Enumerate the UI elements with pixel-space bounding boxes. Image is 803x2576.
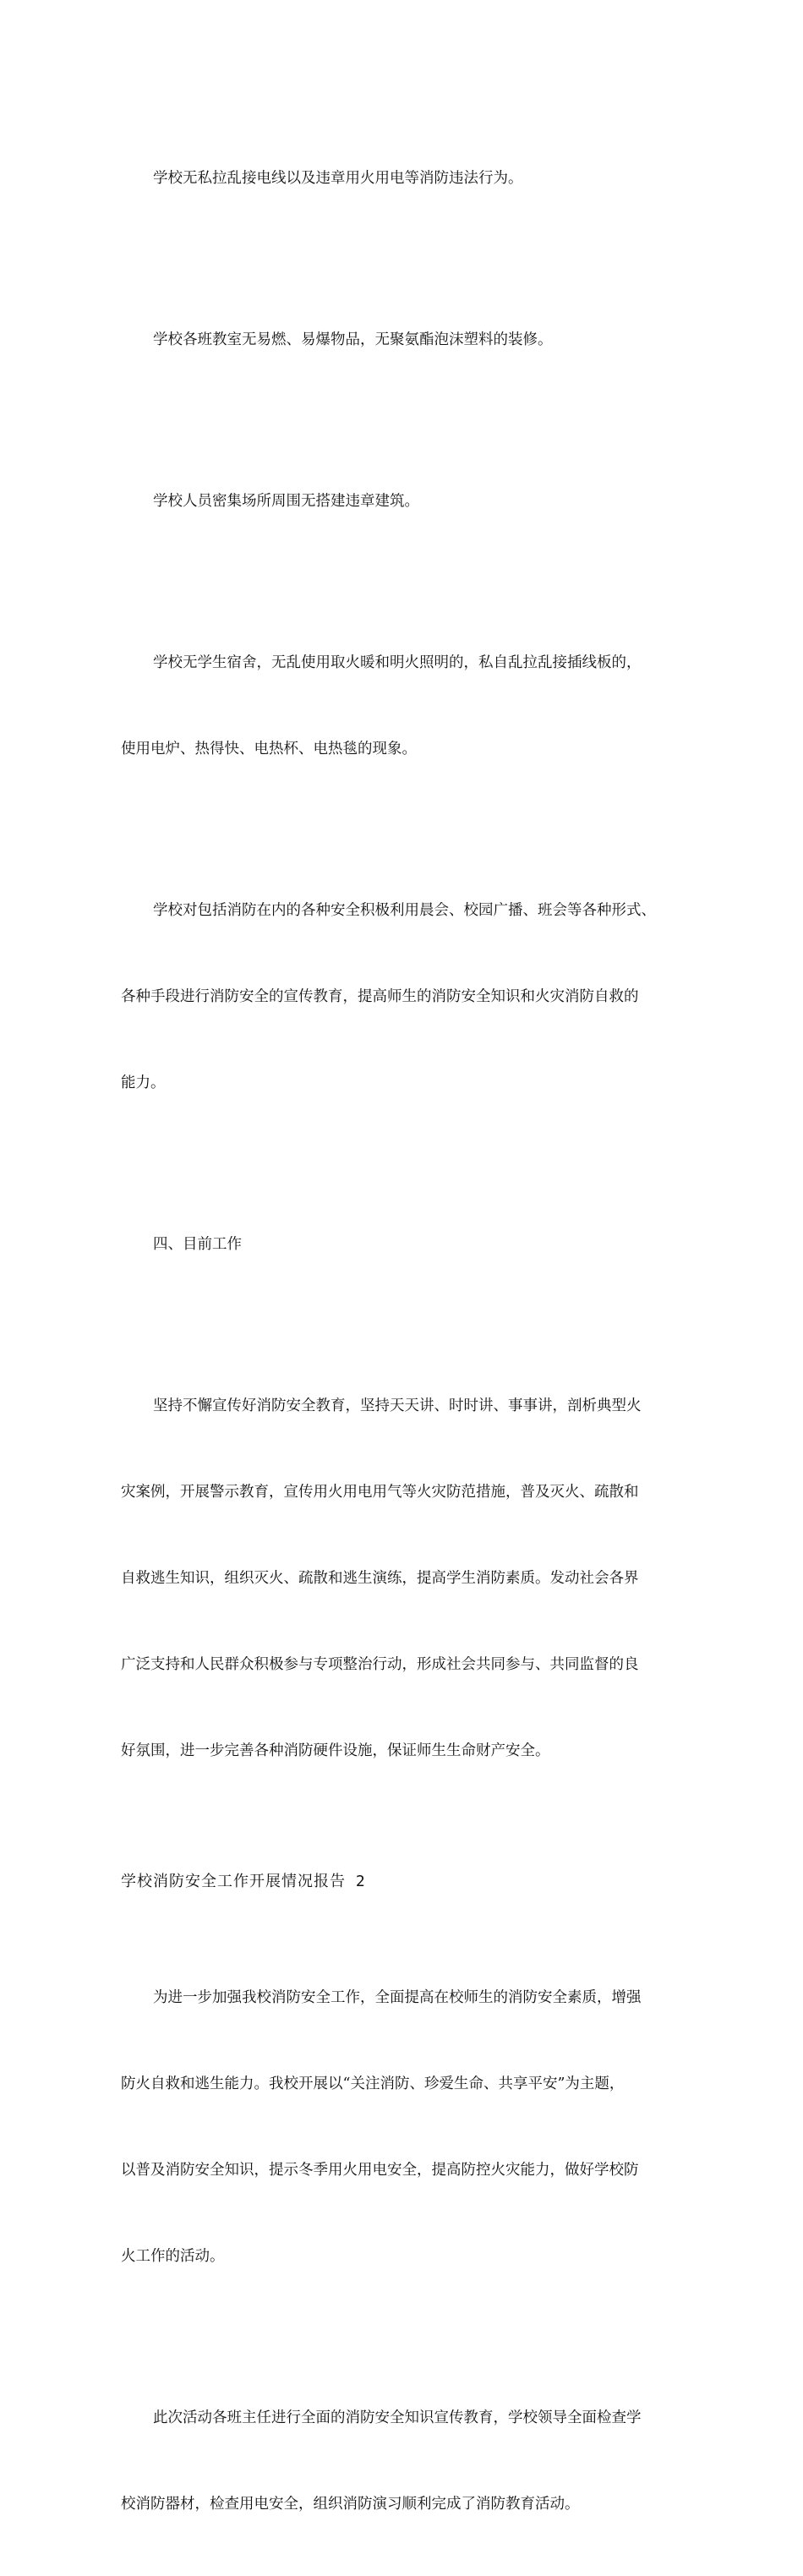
text-line: 能力。 — [121, 1075, 166, 1091]
report-title: 学校消防安全工作开展情况报告 2 — [121, 1873, 366, 1890]
text-line: 以普及消防安全知识，提示冬季用火用电安全，提高防控火灾能力，做好学校防 — [121, 2162, 639, 2179]
text-line: 坚持不懈宣传好消防安全教育，坚持天天讲、时时讲、事事讲，剖析典型火 — [153, 1397, 642, 1414]
text-line: 四、目前工作 — [153, 1236, 242, 1253]
paragraph — [121, 268, 686, 412]
text-line: 使用电炉、热得快、电热杯、电热毯的现象。 — [121, 741, 417, 757]
text-line: 好氛围，进一步完善各种消防硬件设施，保证师生生命财产安全。 — [121, 1742, 550, 1759]
text-line: 灾案例，开展警示教育，宣传用火用电用气等火灾防范措施，普及灭火、疏散和 — [121, 1484, 639, 1501]
text-line: 广泛支持和人民群众积极参与专项整治行动，形成社会共同参与、共同监督的良 — [121, 1656, 639, 1673]
paragraph — [121, 429, 686, 573]
paragraph — [121, 1926, 686, 2328]
paragraph — [121, 591, 686, 821]
document-page — [121, 107, 686, 2576]
section-heading — [121, 1173, 686, 1316]
text-line: 学校无学生宿舍，无乱使用取火暖和明火照明的，私自乱拉乱接插线板的， — [153, 654, 642, 671]
text-line: 火工作的活动。 — [121, 2248, 225, 2265]
text-line: 各种手段进行消防安全的宣传教育，提高师生的消防安全知识和火灾消防自救的 — [121, 988, 639, 1005]
text-line: 此次活动各班主任进行全面的消防安全知识宣传教育，学校领导全面检查学 — [153, 2409, 642, 2426]
text-line: 学校人员密集场所周围无搭建违章建筑。 — [153, 493, 419, 510]
text-line: 为进一步加强我校消防安全工作，全面提高在校师生的消防安全素质，增强 — [153, 1989, 642, 2006]
text-line: 校消防器材，检查用电安全，组织消防演习顺利完成了消防教育活动。 — [121, 2496, 580, 2513]
paragraph — [121, 107, 686, 250]
text-line: 学校各班教室无易燃、易爆物品，无聚氨酯泡沫塑料的装修。 — [153, 331, 553, 348]
text-line: 防火自救和逃生能力。我校开展以“关注消防、珍爱生命、共享平安”为主题， — [121, 2076, 625, 2092]
text-line: 自救逃生知识，组织灭火、疏散和逃生演练，提高学生消防素质。发动社会各界 — [121, 1570, 639, 1587]
text-line: 学校无私拉乱接电线以及违章用火用电等消防违法行为。 — [153, 170, 523, 187]
paragraph — [121, 839, 686, 1155]
paragraph — [121, 2346, 686, 2576]
text-line: 学校对包括消防在内的各种安全积极利用晨会、校园广播、班会等各种形式、 — [153, 902, 656, 919]
paragraph — [121, 1334, 686, 1823]
